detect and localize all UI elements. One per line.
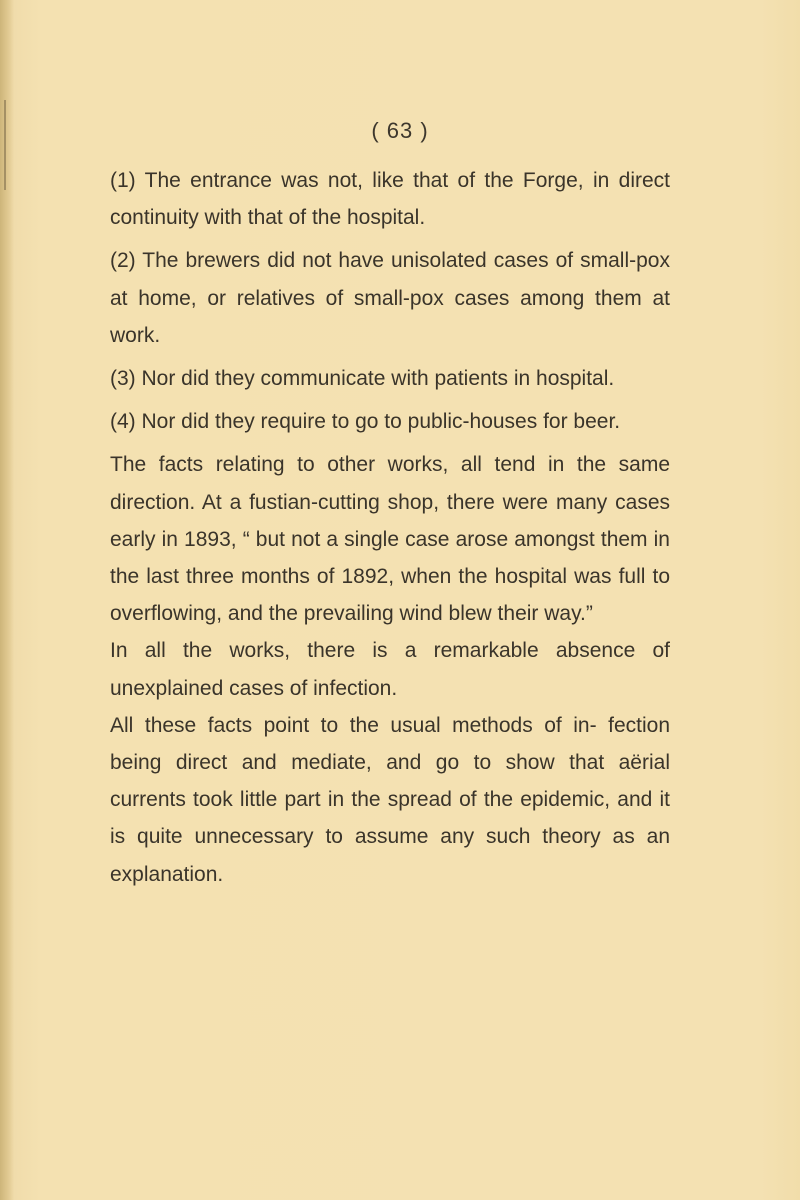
- paragraph-3: (3) Nor did they communicate with patients in hospital.: [110, 367, 615, 391]
- paragraph-1: (1) The entrance was not, like that of the Forge, in direct continuity with that of the hospital.: [110, 169, 670, 230]
- paragraph-7: All these facts point to the usual methods of in- fection being direct and mediate, and go to show that aërial currents took little part in the spread of the epidemic, and it is quite unnecessary to assume any such theory as an explanation.: [110, 713, 670, 886]
- paragraph-4: (4) Nor did they require to go to public-houses for beer.: [110, 410, 621, 434]
- paragraph-5: The facts relating to other works, all tend in the same direction. At a fustian-cutting shop, there were many cases early in 1893, “ but not a single case arose amongst them in the last three months of 1892, when the hospital was full to overflowing, and the prevailing wind blew their way.”: [110, 453, 670, 626]
- paragraph-2: (2) The brewers did not have unisolated cases of small-pox at home, or relatives of small-pox cases among them at work.: [110, 249, 670, 347]
- paragraph-6: In all the works, there is a remarkable absence of unexplained cases of infection.: [110, 639, 670, 700]
- page-binding-edge: [0, 0, 14, 1200]
- body-text: [110, 162, 670, 893]
- page-number: ( 63 ): [371, 118, 429, 143]
